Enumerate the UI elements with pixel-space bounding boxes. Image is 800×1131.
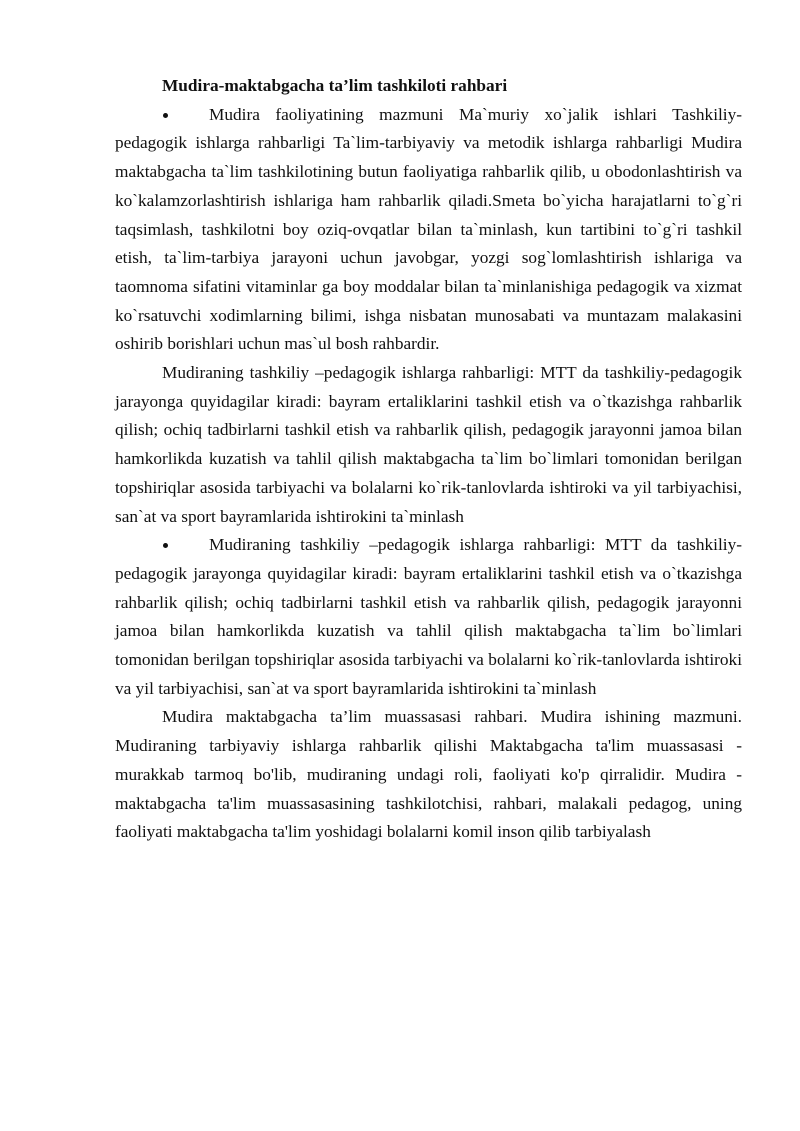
paragraph-text: Mudiraning tashkiliy –pedagogik ishlarga rahbarligi: MTT da tashkiliy-pedagogik jarayonga quyidagilar kiradi: bayram ertaliklarini tashkil etish va o`tkazishga rahbarlik qilish; ochiq tadbirlarni tashkil etish va rahbarlik qilish, pedagogik jarayonni jamoa bilan hamkorlikda kuzatish va tahlil qilish maktabgacha ta`lim bo`limlari tomonidan berilgan topshiriqlar asosida tarbiyachi va bolalarni ko`rik-tanlovlarda ishtiroki va yil tarbiyachisi, san`at va sport bayramlarida ishtirokini ta`minlash (115, 363, 742, 526)
document-heading: Mudira-maktabgacha ta’lim tashkiloti rahbari (162, 76, 508, 95)
bullet-paragraph-1 (115, 101, 742, 359)
bullet-paragraph-3 (115, 531, 742, 703)
paragraph-2 (115, 359, 742, 531)
paragraph-4 (115, 703, 742, 847)
paragraph-text: Mudira maktabgacha ta’lim muassasasi rahbari. Mudira ishining mazmuni. Mudiraning tarbiyaviy ishlarga rahbarlik qilishi Maktabgacha ta'lim muassasasi - murakkab tarmoq bo'lib, mudiraning undagi roli, faoliyati ko'p qirralidir. Mudira - maktabgacha ta'lim muassasasining tashkilotchisi, rahbari, malakali pedagog, uning faoliyati maktabgacha ta'lim yoshidagi bolalarni komil inson qilib tarbiyalash (115, 707, 742, 842)
document-page (115, 72, 742, 847)
paragraph-text: Mudira faoliyatining mazmuni Ma`muriy xo`jalik ishlari Tashkiliy-pedagogik ishlarga rahbarligi Ta`lim-tarbiyaviy va metodik ishlarga rahbarligi Mudira maktabgacha ta`lim tashkilotining butun faoliyatiga rahbarlik qilib, u obodonlashtirish va ko`kalamzorlashtirish ishlariga ham rahbarlik qiladi.Smeta bo`yicha harajatlarni to`g`ri taqsimlash, tashkilotni boy oziq-ovqatlar bilan ta`minlash, kun tartibini to`g`ri tashkil etish, ta`lim-tarbiya jarayoni uchun javobgar, yozgi sog`lomlashtirish ishlariga va taomnoma sifatini vitaminlar ga boy moddalar bilan ta`minlanishiga pedagogik va xizmat ko`rsatuvchi xodimlarning bilimi, ishga nisbatan munosabati va muntazam malakasini oshirib borishlari uchun mas`ul bosh rahbardir. (115, 104, 742, 354)
paragraph-text: Mudiraning tashkiliy –pedagogik ishlarga rahbarligi: MTT da tashkiliy-pedagogik jarayonga quyidagilar kiradi: bayram ertaliklarini tashkil etish va o`tkazishga rahbarlik qilish; ochiq tadbirlarni tashkil etish va rahbarlik qilish, pedagogik jarayonni jamoa bilan hamkorlikda kuzatish va tahlil qilish maktabgacha ta`lim bo`limlari tomonidan berilgan topshiriqlar asosida tarbiyachi va bolalarni ko`rik-tanlovlarda ishtiroki va yil tarbiyachisi, san`at va sport bayramlarida ishtirokini ta`minlash (115, 535, 742, 698)
